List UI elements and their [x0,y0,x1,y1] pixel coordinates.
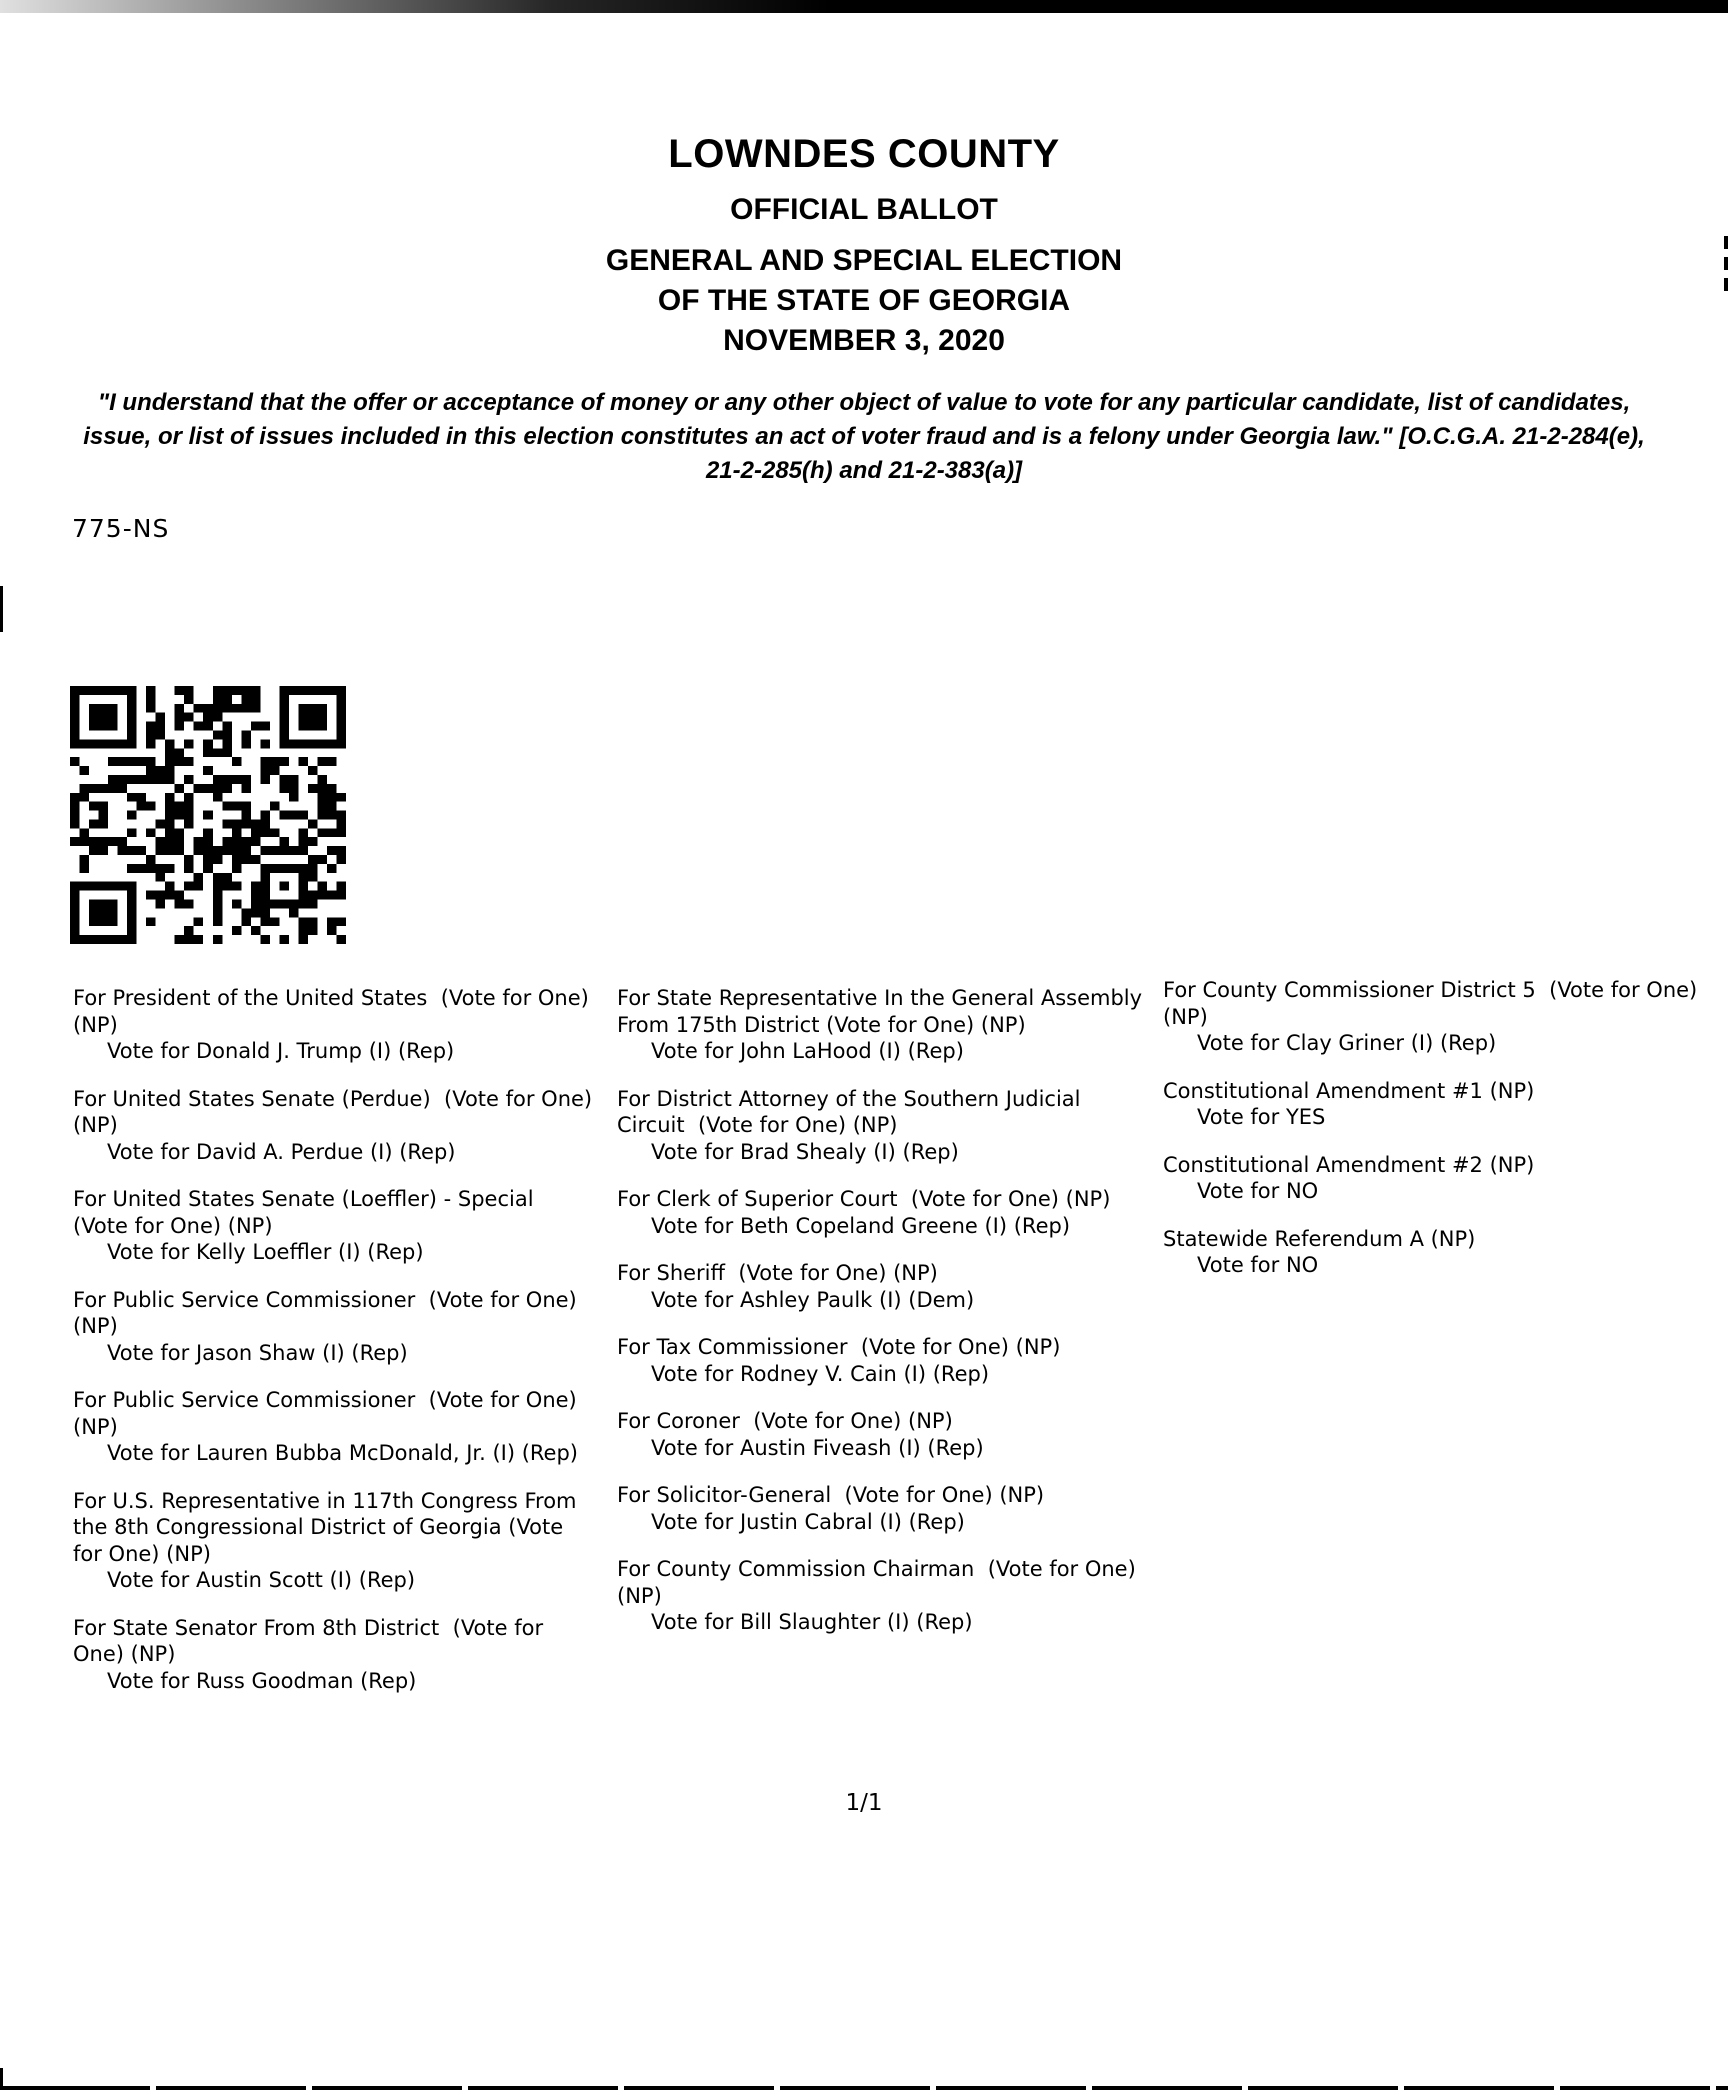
contest [1163,1152,1723,1205]
ballot-header [0,133,1728,361]
contest-title: For Coroner (Vote for One) (NP) [617,1409,953,1433]
vote-selection: Vote for David A. Perdue (I) (Rep) [107,1139,456,1164]
vote-selection: Vote for Clay Griner (I) (Rep) [1197,1031,1497,1055]
vote-selection: Vote for Beth Copeland Greene (I) (Rep) [651,1213,1071,1238]
contest [73,1186,597,1266]
scan-artifact-top [0,0,1728,13]
contest [617,1556,1151,1636]
contest [1163,1078,1723,1131]
contest [73,985,597,1065]
ballot-column-3 [1163,977,1723,1300]
scan-artifact-left [0,586,3,632]
contest-title: For District Attorney of the Southern Judicial Circuit (Vote for One) (NP) [617,1086,1088,1137]
contest-title: For Public Service Commissioner (Vote for One) (NP) [73,1287,584,1338]
contest-title: Constitutional Amendment #1 (NP) [1163,1078,1535,1103]
vote-selection: Vote for Donald J. Trump (I) (Rep) [107,1039,455,1063]
contest-title: For United States Senate (Loeffler) - Special (Vote for One) (NP) [73,1187,547,1238]
vote-selection: Vote for Rodney V. Cain (I) (Rep) [651,1361,990,1386]
contest-title: For Public Service Commissioner (Vote for One) (NP) [73,1388,584,1439]
vote-selection: Vote for Austin Fiveash (I) (Rep) [651,1435,984,1460]
vote-selection: Vote for Jason Shaw (I) (Rep) [107,1340,408,1365]
contest-title: For County Commissioner District 5 (Vote for One) (NP) [1163,978,1704,1029]
contest [617,1334,1151,1387]
contest [617,1260,1151,1313]
contest [617,1186,1151,1239]
contest-title: Constitutional Amendment #2 (NP) [1163,1152,1535,1177]
election-line1: GENERAL AND SPECIAL ELECTION [605,244,1123,277]
contest-title: For Sheriff (Vote for One) (NP) [617,1261,938,1285]
vote-selection: Vote for Justin Cabral (I) (Rep) [651,1509,965,1534]
contest [73,1086,597,1166]
scan-artifact-bottom-left [0,2068,3,2090]
vote-selection: Vote for Bill Slaughter (I) (Rep) [651,1610,973,1634]
contest-title: For County Commission Chairman (Vote for One) (NP) [617,1557,1143,1608]
vote-selection: Vote for Ashley Paulk (I) (Dem) [651,1287,975,1312]
contest [617,1086,1151,1166]
contest [1163,977,1723,1057]
ballot-style-code: 775-NS [72,514,170,543]
contest-title: For Clerk of Superior Court (Vote for One) (NP) [617,1187,1111,1211]
contest [617,1408,1151,1461]
vote-selection: Vote for John LaHood (I) (Rep) [651,1039,964,1063]
contest-title: For United States Senate (Perdue) (Vote for One) (NP) [73,1086,599,1137]
vote-selection: Vote for Brad Shealy (I) (Rep) [651,1139,959,1164]
contest-title: For State Senator From 8th District (Vote for One) (NP) [73,1615,550,1666]
contest [73,1615,597,1695]
vote-selection: Vote for NO [1197,1179,1319,1203]
election-date: NOVEMBER 3, 2020 [723,324,1005,357]
contest-title: Statewide Referendum A (NP) [1163,1226,1476,1251]
ballot-type-title: OFFICIAL BALLOT [730,193,998,226]
contest-title: For Solicitor-General (Vote for One) (NP) [617,1483,1045,1507]
contest-title: For President of the United States (Vote for One) (NP) [73,986,596,1037]
vote-selection: Vote for NO [1197,1253,1319,1277]
qr-code [70,686,346,944]
contest [73,1488,597,1594]
contest [1163,1226,1723,1279]
contest-title: For U.S. Representative in 117th Congress From the 8th Congressional District of Georgia (Vote for One) (NP) [73,1488,584,1566]
page-number: 1/1 [845,1790,883,1816]
scan-artifact-bottom [0,2086,1728,2090]
voter-fraud-disclaimer: "I understand that the offer or acceptance of money or any other object of value to vote for any particular candidate, list of candidates, issue, or list of issues included in this election constitutes an act of voter fraud and is a felony under Georgia law." [O.C.G.A. 21-2-284(e), 21-2-285(h) and 21-2-383(a)] [83,389,1645,484]
contest-title: For Tax Commissioner (Vote for One) (NP) [617,1335,1061,1359]
vote-selection: Vote for Kelly Loeffler (I) (Rep) [107,1240,424,1264]
vote-selection: Vote for Russ Goodman (Rep) [107,1668,417,1693]
contest [617,985,1151,1065]
election-line2: OF THE STATE OF GEORGIA [657,284,1071,317]
contest [73,1387,597,1467]
ballot-column-2 [617,985,1151,1657]
vote-selection: Vote for Austin Scott (I) (Rep) [107,1568,416,1592]
election-title [0,241,1728,361]
contest-title: For State Representative In the General Assembly From 175th District (Vote for One) (NP) [617,986,1149,1037]
county-title: LOWNDES COUNTY [668,132,1060,176]
vote-selection: Vote for YES [1197,1105,1326,1129]
ballot-column-1 [73,985,597,1715]
contest [73,1287,597,1367]
vote-selection: Vote for Lauren Bubba McDonald, Jr. (I) (Rep) [107,1441,579,1465]
contest [617,1482,1151,1535]
